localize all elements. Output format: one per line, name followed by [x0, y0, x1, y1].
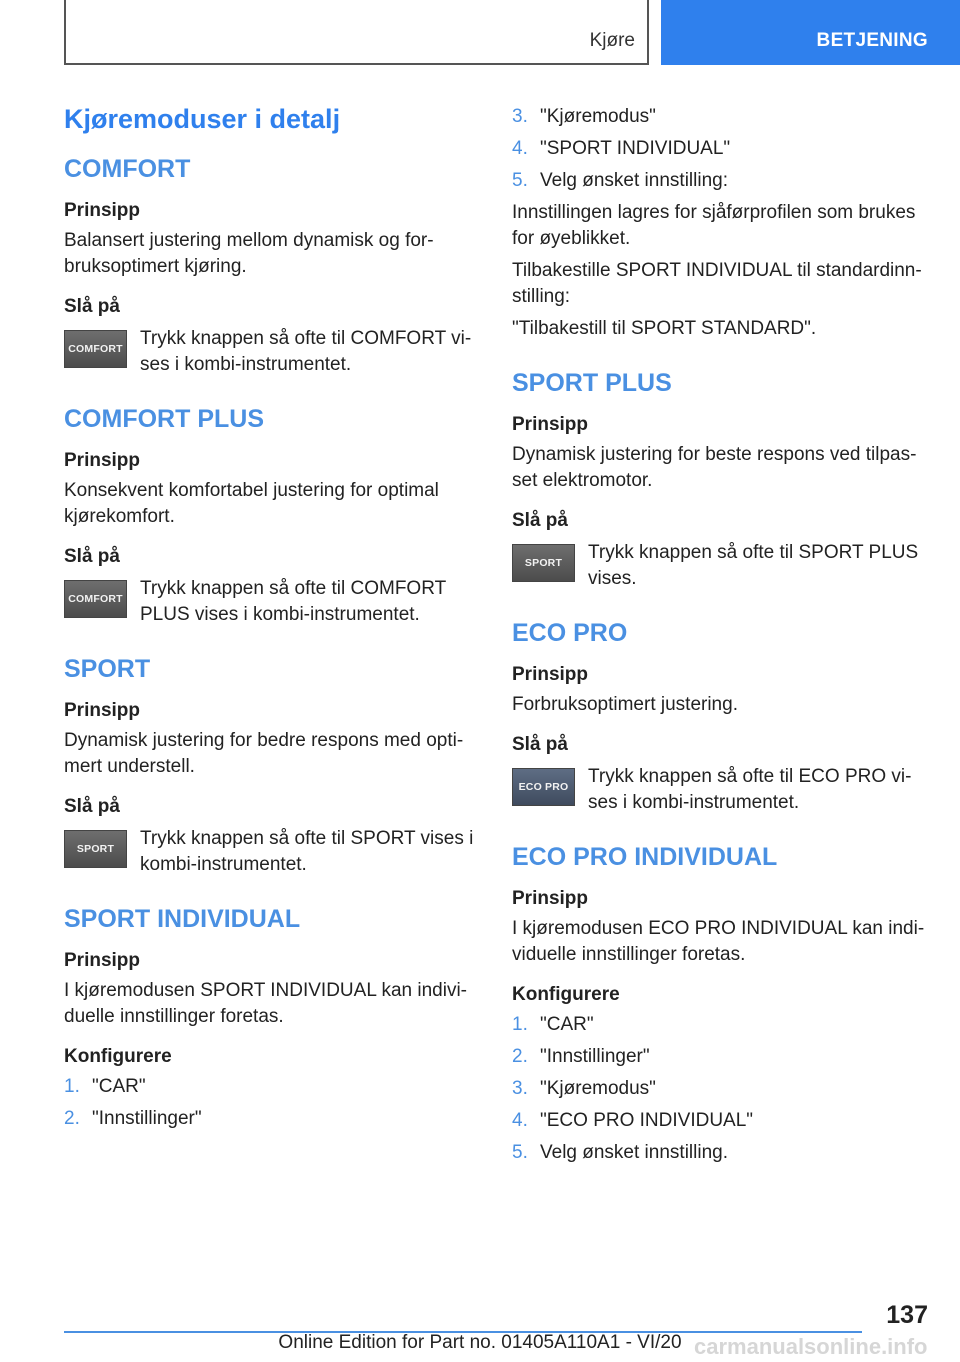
step-list: [512, 104, 932, 194]
button-instruction: [512, 764, 932, 816]
step-number: 5.: [512, 170, 528, 191]
paragraph: Innstillingen lagres for sjåførprofilen som brukes for øyeblikket.: [512, 202, 916, 249]
paragraph: "Tilbakestill til SPORT STANDARD".: [512, 318, 817, 339]
subsection-title: Prinsipp: [512, 888, 589, 909]
footer-edition: Online Edition for Part no. 01405A110A1 - VI/20: [278, 1332, 682, 1353]
sport-button-icon: SPORT: [64, 830, 127, 868]
header-chapter-box: [661, 0, 960, 65]
section-title: SPORT PLUS: [512, 369, 672, 397]
subsection-title: Konfigurere: [512, 984, 620, 1005]
list-item: [64, 1106, 484, 1132]
section-eco-pro-individual: [512, 840, 932, 1166]
comfort-button-icon: COMFORT: [64, 330, 127, 368]
watermark: carmanualsonline.info: [694, 1334, 928, 1359]
subsection-title: Prinsipp: [64, 950, 141, 971]
subsection-title: Prinsipp: [64, 700, 141, 721]
subsection-title: Slå på: [64, 796, 120, 817]
step-list: [512, 1012, 932, 1166]
step-text: "CAR": [92, 1076, 146, 1097]
step-list: [64, 1074, 484, 1132]
step-text: Velg ønsket innstilling.: [540, 1142, 728, 1163]
paragraph: I kjøremodusen SPORT INDIVIDUAL kan indivi‐duelle innstillinger foretas.: [64, 980, 468, 1027]
step-text: "Innstillinger": [92, 1108, 202, 1129]
button-instruction: [64, 576, 484, 628]
subsection-title: Prinsipp: [512, 664, 589, 685]
paragraph: Trykk knappen så ofte til COMFORT PLUS vises i kombi-instrumentet.: [140, 578, 446, 625]
sport-button-icon: SPORT: [512, 544, 575, 582]
section-title: COMFORT: [64, 155, 191, 183]
header-section-box: [64, 0, 649, 65]
subsection-title: Konfigurere: [64, 1046, 172, 1067]
section-comfort: [64, 152, 484, 378]
list-item: [512, 1012, 932, 1038]
button-instruction: [64, 826, 484, 878]
step-number: 4.: [512, 1110, 528, 1131]
header-section-label: Kjøre: [589, 30, 635, 51]
step-text: "ECO PRO INDIVIDUAL": [540, 1110, 754, 1131]
section-sport-individual: [64, 902, 484, 1132]
paragraph: Balansert justering mellom dynamisk og for‐bruksoptimert kjøring.: [64, 230, 434, 277]
page-title: Kjøremoduser i detalj: [64, 104, 341, 134]
subsection-title: Prinsipp: [64, 450, 141, 471]
eco-pro-button-icon: ECO PRO: [512, 768, 575, 806]
step-number: 1.: [512, 1014, 528, 1035]
step-number: 3.: [512, 106, 528, 127]
step-number: 1.: [64, 1076, 80, 1097]
list-item: [512, 1076, 932, 1102]
list-item: [512, 104, 932, 130]
paragraph: Tilbakestille SPORT INDIVIDUAL til standardinn‐stilling:: [512, 260, 922, 307]
subsection-title: Slå på: [64, 296, 120, 317]
section-sport-individual-continued: [512, 104, 932, 342]
header-chapter-label: BETJENING: [816, 30, 928, 51]
step-number: 3.: [512, 1078, 528, 1099]
step-text: "SPORT INDIVIDUAL": [540, 138, 731, 159]
subsection-title: Slå på: [64, 546, 120, 567]
section-eco-pro: [512, 616, 932, 816]
paragraph: Forbruksoptimert justering.: [512, 694, 738, 715]
list-item: [64, 1074, 484, 1100]
comfort-button-icon: COMFORT: [64, 580, 127, 618]
list-item: [512, 168, 932, 194]
step-text: "Kjøremodus": [540, 106, 656, 127]
step-text: "CAR": [540, 1014, 594, 1035]
step-text: "Kjøremodus": [540, 1078, 656, 1099]
paragraph: Konsekvent komfortabel justering for optimal kjørekomfort.: [64, 480, 439, 527]
paragraph: Trykk knappen så ofte til ECO PRO vi‐ses i kombi-instrumentet.: [588, 766, 912, 813]
button-instruction: [64, 326, 484, 378]
right-column: [512, 102, 932, 1172]
step-text: Velg ønsket innstilling:: [540, 170, 728, 191]
list-item: [512, 136, 932, 162]
subsection-title: Prinsipp: [64, 200, 141, 221]
step-number: 5.: [512, 1142, 528, 1163]
subsection-title: Slå på: [512, 734, 568, 755]
section-title: ECO PRO INDIVIDUAL: [512, 843, 778, 871]
step-number: 2.: [64, 1108, 80, 1129]
list-item: [512, 1044, 932, 1070]
section-sport-plus: [512, 366, 932, 592]
paragraph: I kjøremodusen ECO PRO INDIVIDUAL kan indi‐viduelle innstillinger foretas.: [512, 918, 925, 965]
section-title: SPORT: [64, 655, 151, 683]
step-text: "Innstillinger": [540, 1046, 650, 1067]
paragraph: Dynamisk justering for bedre respons med opti‐mert understell.: [64, 730, 464, 777]
paragraph: Dynamisk justering for beste respons ved tilpas‐set elektromotor.: [512, 444, 917, 491]
button-instruction: [512, 540, 932, 592]
section-comfort-plus: [64, 402, 484, 628]
paragraph: Trykk knappen så ofte til SPORT vises i kombi-instrumentet.: [140, 828, 474, 875]
subsection-title: Prinsipp: [512, 414, 589, 435]
section-title: ECO PRO: [512, 619, 628, 647]
section-sport: [64, 652, 484, 878]
list-item: [512, 1108, 932, 1134]
section-title: SPORT INDIVIDUAL: [64, 905, 301, 933]
subsection-title: Slå på: [512, 510, 568, 531]
list-item: [512, 1140, 932, 1166]
paragraph: Trykk knappen så ofte til SPORT PLUS vises.: [588, 542, 919, 589]
step-number: 4.: [512, 138, 528, 159]
page-number: 137: [886, 1301, 928, 1329]
left-column: [64, 100, 484, 1138]
section-title: COMFORT PLUS: [64, 405, 264, 433]
step-number: 2.: [512, 1046, 528, 1067]
paragraph: Trykk knappen så ofte til COMFORT vi‐ses i kombi-instrumentet.: [140, 328, 472, 375]
